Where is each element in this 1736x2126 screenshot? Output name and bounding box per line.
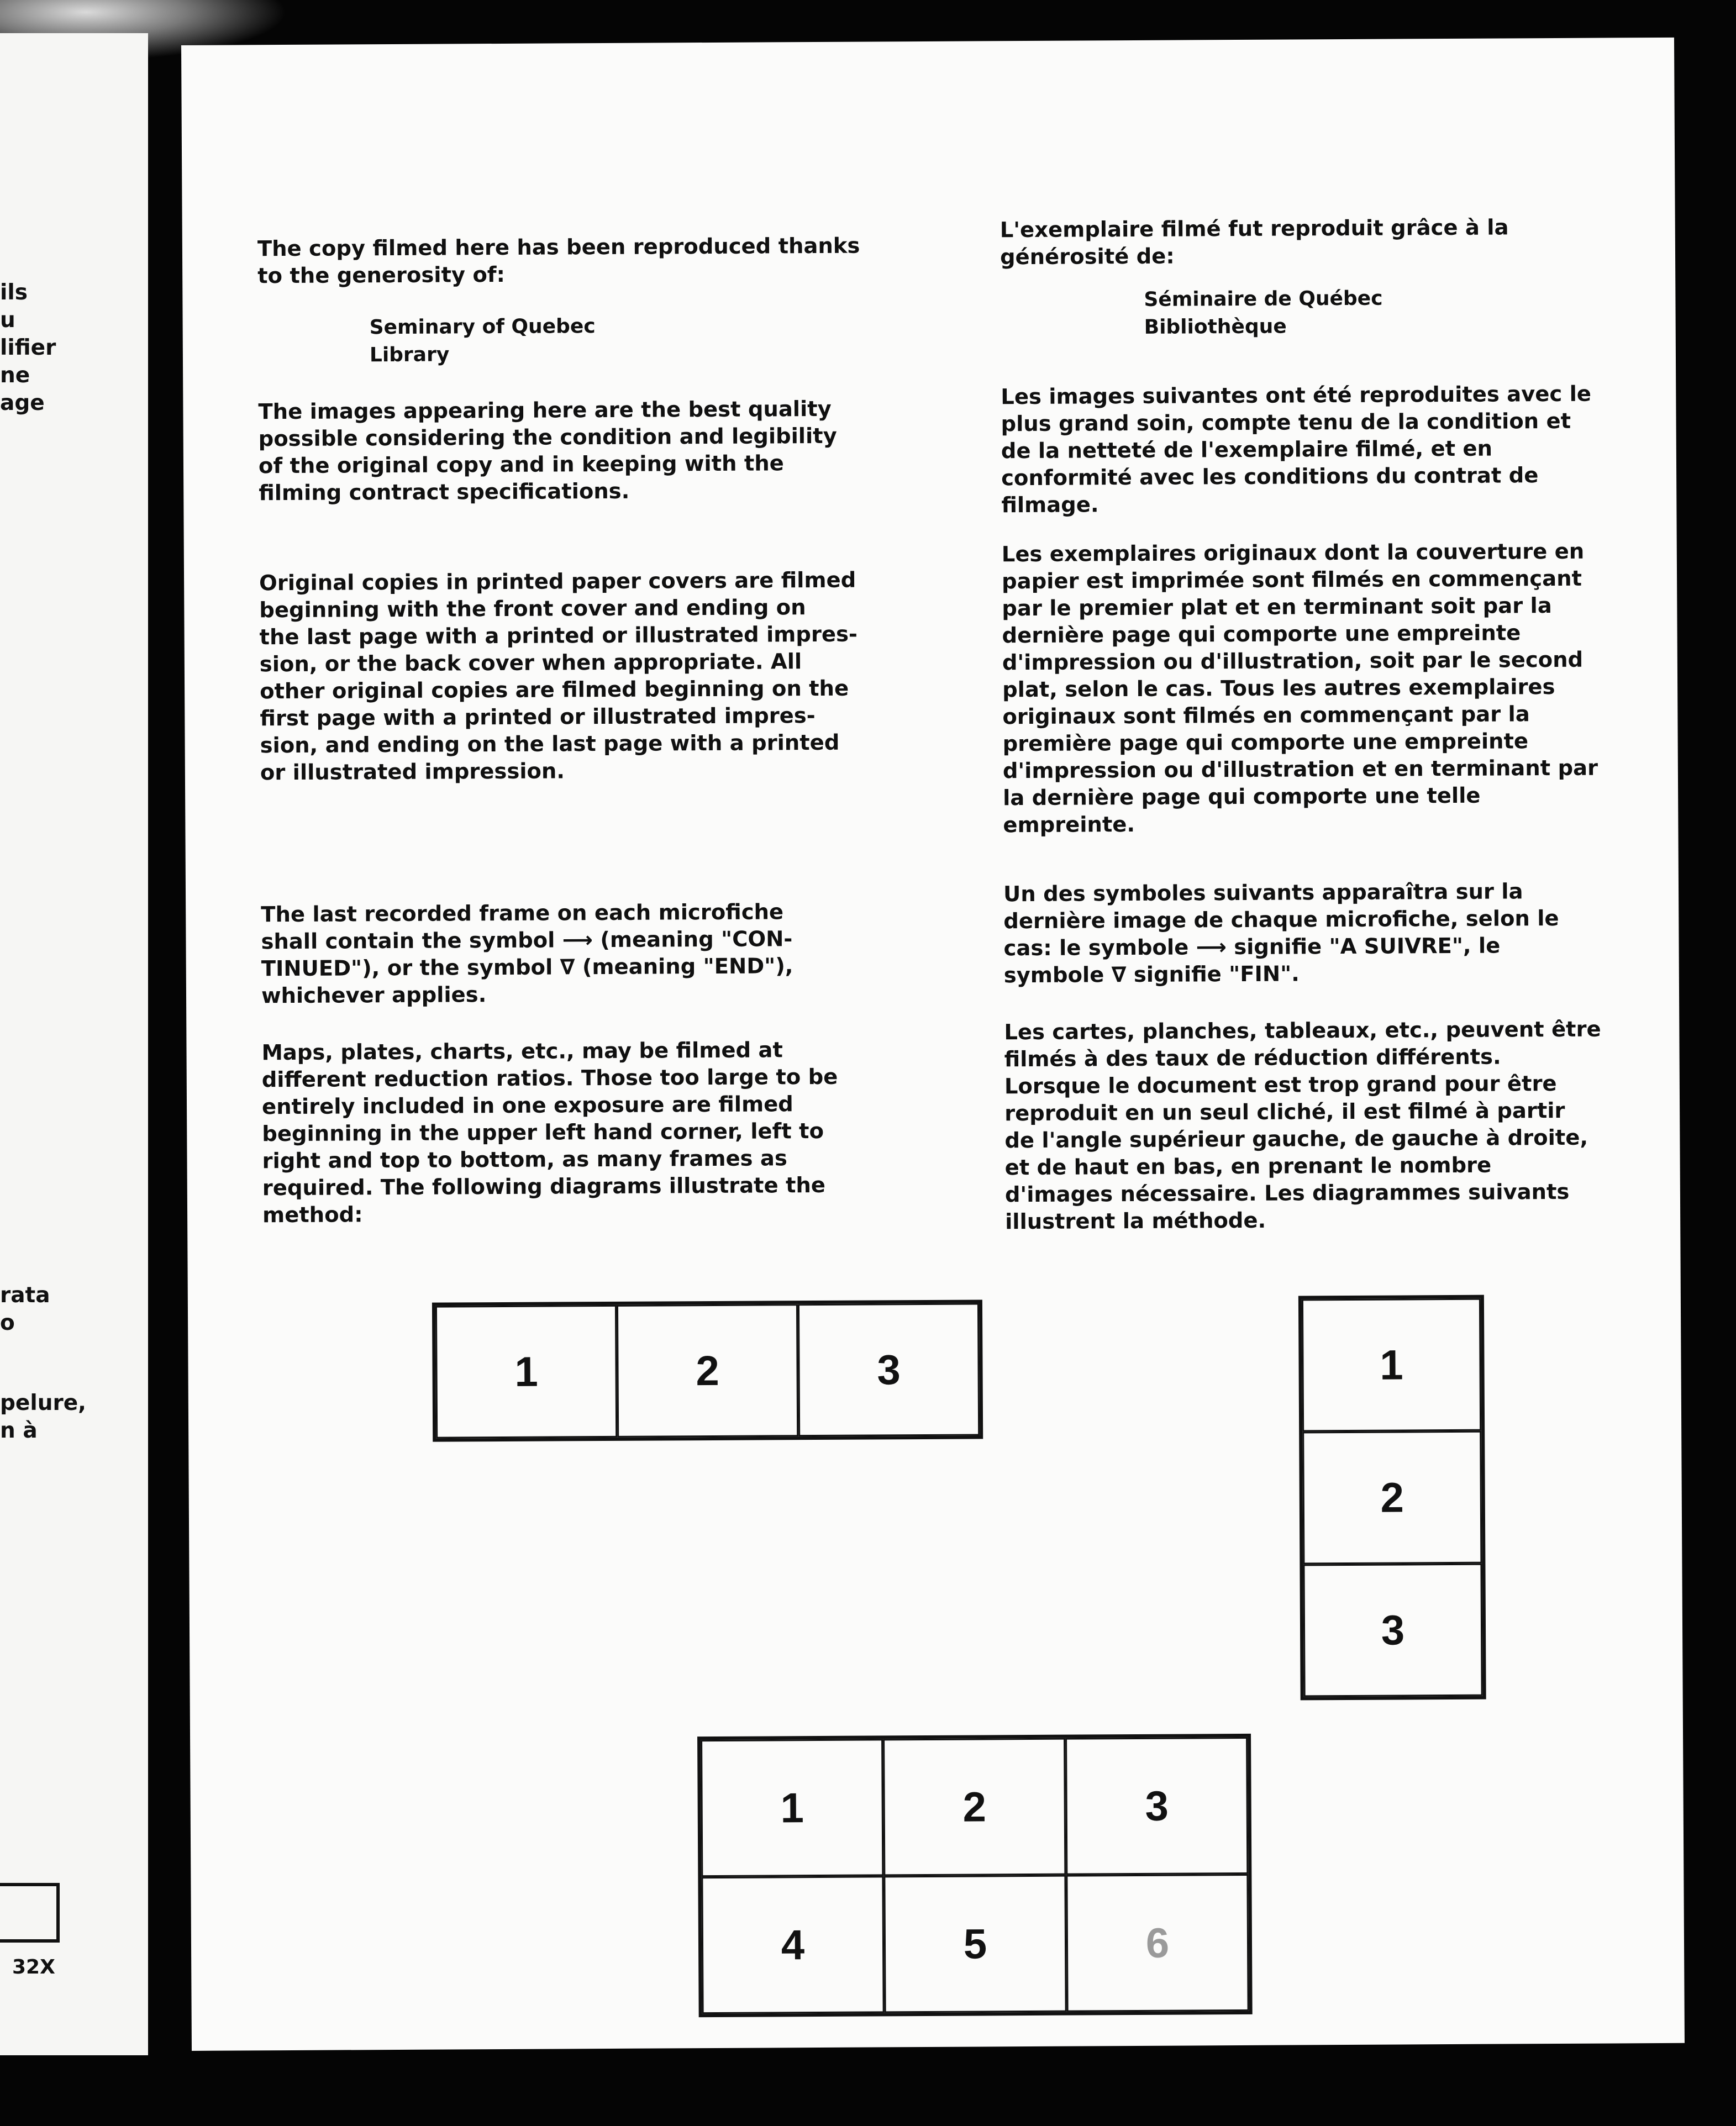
english-intro: The copy filmed here has been reproduced thanks to the generosity of: bbox=[257, 233, 860, 289]
diagram-cell: 1 bbox=[701, 1739, 883, 1877]
english-symbol-paragraph: The last recorded frame on each microfiche shall contain the symbol ⟶ (meaning "CON- TINUED"), or the symbol ∇ (meaning "END"), whichever applies. bbox=[261, 899, 793, 1009]
filmed-page bbox=[181, 38, 1685, 2051]
diagram-cell: 1 bbox=[1302, 1298, 1481, 1432]
fragment-text: age bbox=[0, 391, 45, 415]
magnification-label: 32X bbox=[12, 1956, 55, 1978]
fragment-text: ne bbox=[0, 363, 30, 388]
diagram-cell: 5 bbox=[883, 1875, 1066, 2013]
diagram-cell: 2 bbox=[883, 1738, 1066, 1876]
english-maps-paragraph: Maps, plates, charts, etc., may be filmed at different reduction ratios. Those too large to be entirely included in one exposure are filmed beginning in the upper left hand corner, left to right and top to bottom, as many frames as required. The following diagrams illustrate the method: bbox=[261, 1038, 838, 1228]
diagram-six-grid bbox=[697, 1734, 1253, 2017]
french-maps-paragraph: Les cartes, planches, tableaux, etc., peuvent être filmés à des taux de réduction différents. Lorsque le document est trop grand pour être reproduit en un seul cliché, il est filmé à partir de l'angle supérieur gauche, de gauche à droite, et de haut en bas, en prenant le nombre d'images nécessaire. Les diagrammes suivants illustrent la méthode. bbox=[1004, 1017, 1601, 1235]
diagram-three-across bbox=[432, 1299, 983, 1441]
fragment-text: pelure, bbox=[0, 1391, 86, 1415]
french-covers-paragraph: Les exemplaires originaux dont la couverture en papier est imprimée sont filmés en commençant par le premier plat et en terminant soit par la dernière page qui comporte une empreinte d'impression ou d'illustration, soit par le second plat, selon le cas. Tous les autres exemplaires originaux sont filmés en commençant par la première page qui comporte une empreinte d'impression ou d'illustration et en terminant par la dernière page qui comporte une telle empreinte. bbox=[1001, 539, 1598, 838]
diagram-cell: 3 bbox=[1303, 1564, 1482, 1697]
diagram-cell: 4 bbox=[701, 1876, 884, 2014]
fragment-text: n à bbox=[0, 1418, 38, 1443]
diagram-cell: 6 bbox=[1066, 1874, 1249, 2012]
previous-page-edge bbox=[0, 33, 148, 2055]
diagram-cell: 3 bbox=[1065, 1737, 1248, 1875]
diagram-three-down bbox=[1298, 1295, 1486, 1701]
french-institution: Séminaire de Québec Bibliothèque bbox=[1144, 287, 1383, 339]
fragment-text: lifier bbox=[0, 335, 56, 360]
fragment-text: rata bbox=[0, 1283, 50, 1308]
fragment-text: u bbox=[0, 308, 15, 333]
diagram-cell: 2 bbox=[1302, 1431, 1482, 1565]
english-institution: Seminary of Quebec Library bbox=[369, 315, 596, 367]
diagram-cell: 1 bbox=[435, 1305, 617, 1439]
fragment-text: o bbox=[0, 1311, 15, 1335]
diagram-cell: 2 bbox=[617, 1304, 798, 1438]
english-quality-paragraph: The images appearing here are the best quality possible considering the condition and legibility of the original copy and in keeping with the filming contract specifications. bbox=[258, 396, 837, 506]
diagram-cell: 3 bbox=[798, 1303, 980, 1436]
french-quality-paragraph: Les images suivantes ont été reproduites avec le plus grand soin, compte tenu de la condition et de la netteté de l'exemplaire filmé, et en conformité avec les conditions du contrat de filmage. bbox=[1001, 381, 1592, 518]
french-intro: L'exemplaire filmé fut reproduit grâce à la générosité de: bbox=[999, 215, 1509, 270]
french-symbol-paragraph: Un des symboles suivants apparaîtra sur la dernière image de chaque microfiche, selon le cas: le symbole ⟶ signifie "A SUIVRE", le symbole ∇ signifie "FIN". bbox=[1003, 879, 1559, 988]
previous-page-box bbox=[0, 1883, 60, 1943]
fragment-text: ils bbox=[0, 280, 28, 305]
english-covers-paragraph: Original copies in printed paper covers are filmed beginning with the front cover and ending on the last page with a printed or illustrated impres- sion, or the back cover when appropriate. All other original copies are filmed beginning on the first page with a printed or illustrated impres- sion, and ending on the last page with a printed or illustrated impression. bbox=[259, 567, 858, 786]
